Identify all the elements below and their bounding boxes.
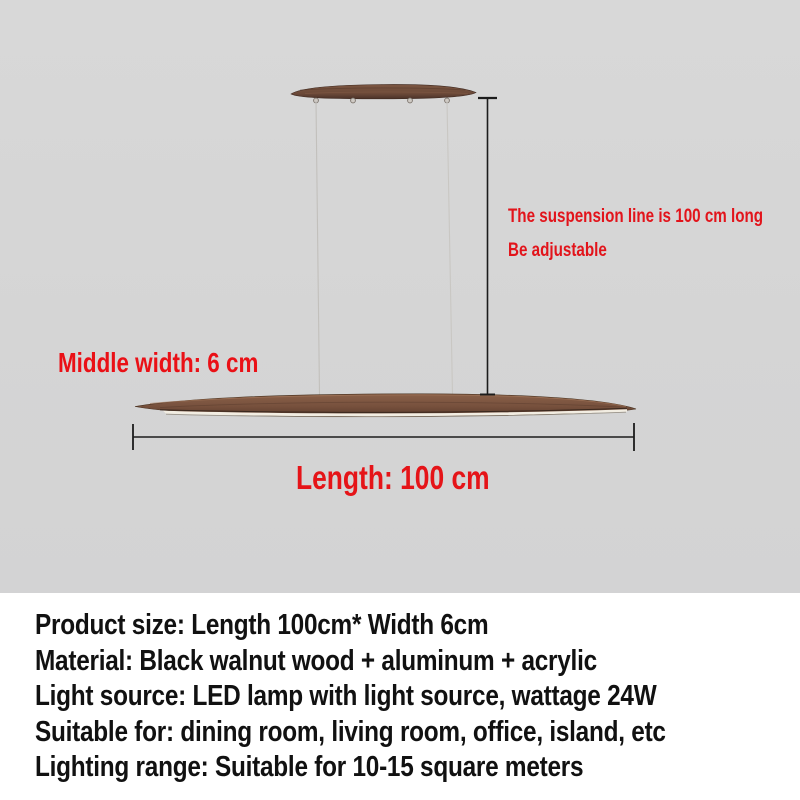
- middle-width-annotation: Middle width: 6 cm: [58, 347, 259, 378]
- ceiling-canopy: [291, 84, 476, 98]
- vertical-dimension-line: [478, 98, 497, 395]
- spec-light-source: Light source: LED lamp with light source, wattage 24W: [35, 680, 657, 712]
- specs-section: [0, 593, 800, 800]
- suspension-wire-left: [316, 101, 320, 395]
- horizontal-dimension-line: [133, 423, 634, 451]
- suspension-length-annotation: The suspension line is 100 cm long: [508, 206, 764, 227]
- length-annotation: Length: 100 cm: [296, 459, 490, 496]
- spec-product-size: Product size: Length 100cm* Width 6cm: [35, 609, 489, 641]
- spec-lighting-range: Lighting range: Suitable for 10-15 square meters: [35, 751, 584, 783]
- suspension-wire-right: [447, 101, 453, 395]
- lamp-body: [135, 394, 636, 417]
- spec-suitable-for: Suitable for: dining room, living room, office, island, etc: [35, 715, 666, 748]
- suspension-adjustable-annotation: Be adjustable: [508, 240, 607, 261]
- spec-material: Material: Black walnut wood + aluminum + acrylic: [35, 644, 597, 677]
